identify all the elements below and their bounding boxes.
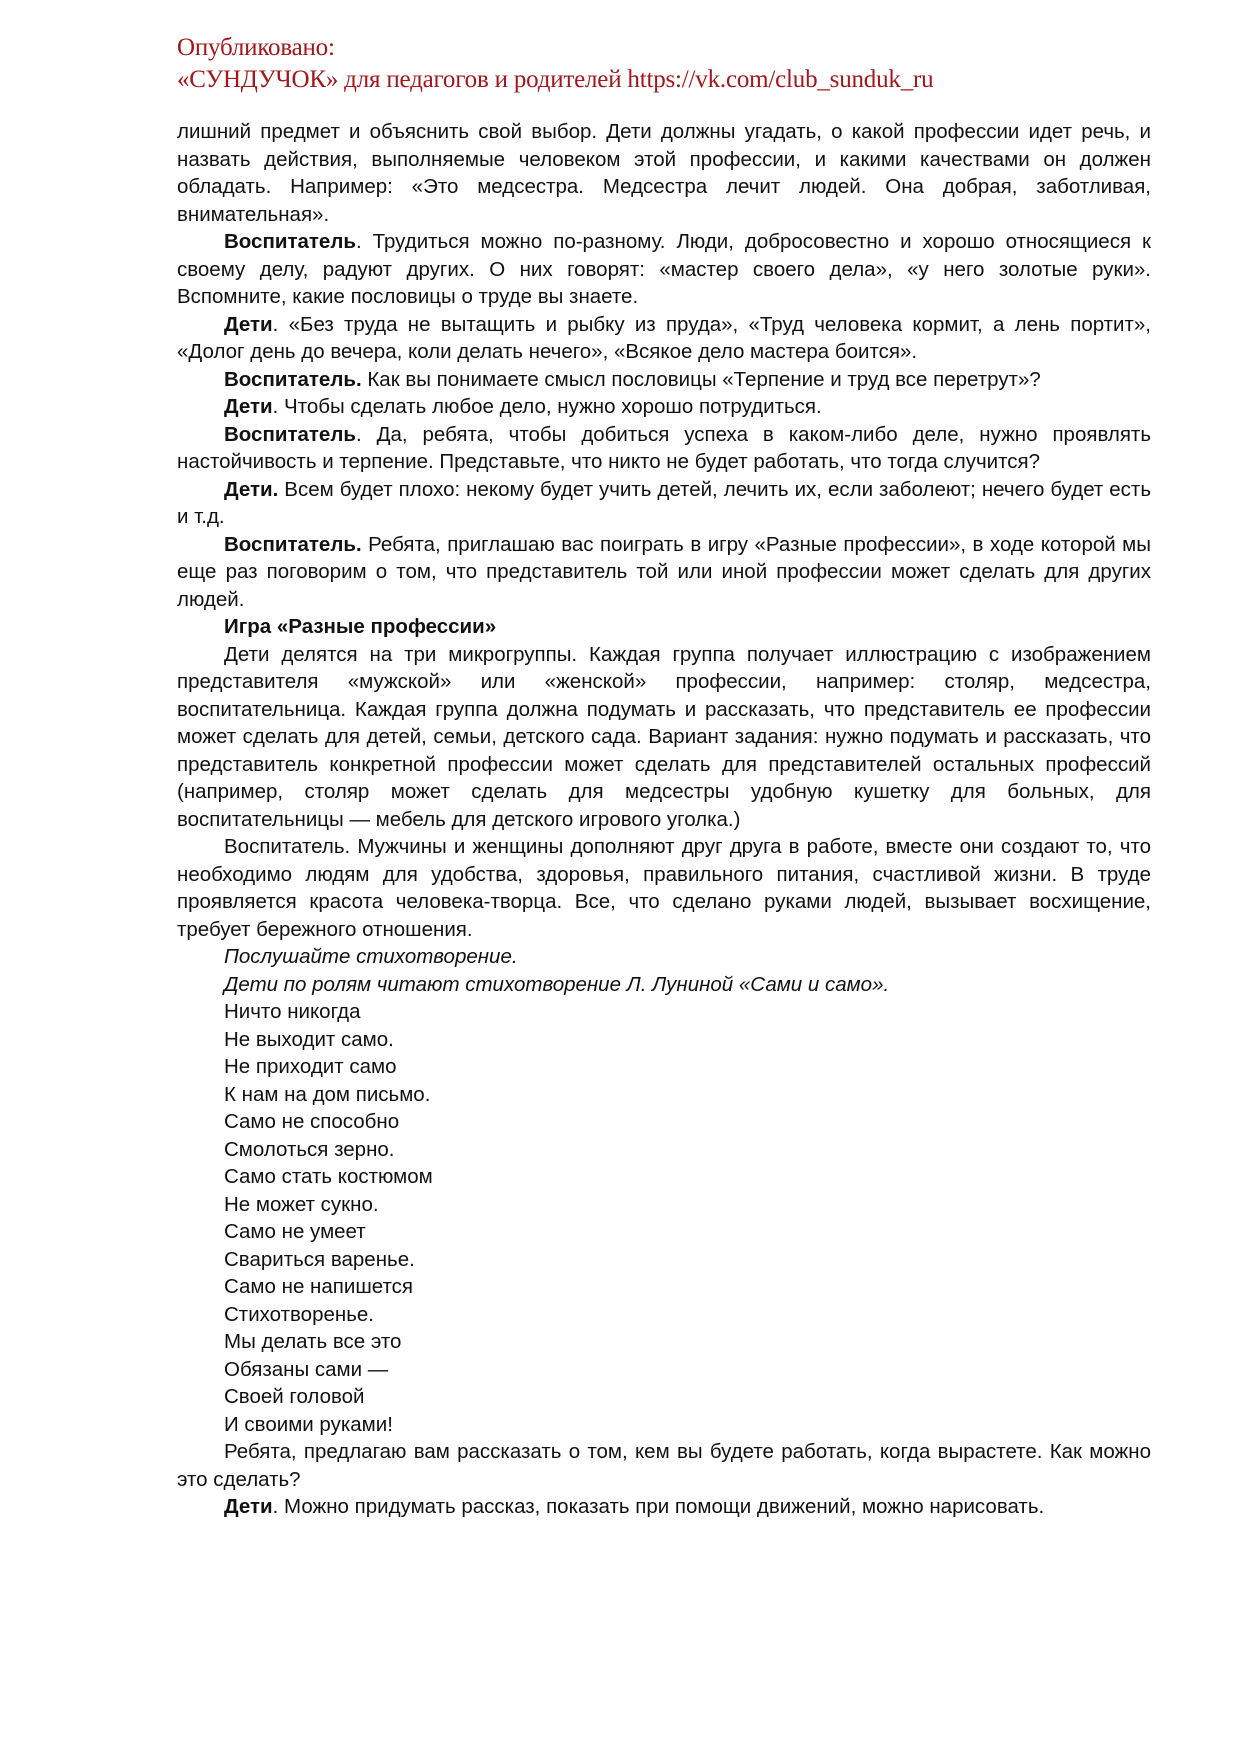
paragraph-dialogue: Дети. Всем будет плохо: некому будет учить детей, лечить их, если заболеют; нечего будет есть и т.д.: [177, 477, 1151, 528]
publisher-line: «СУНДУЧОК» для педагогов и родителей https://vk.com/club_sunduk_ru: [177, 66, 934, 93]
poem-line: Не может сукно.: [224, 1192, 379, 1216]
published-label: Опубликовано:: [177, 34, 335, 61]
speaker-label: Воспитатель.: [224, 532, 362, 556]
poem-line: Не приходит само: [224, 1055, 397, 1078]
paragraph-intro: лишний предмет и объяснить свой выбор. Дети должны угадать, о какой профессии идет речь, и назвать действия, выполняемые человеком этой профессии, и какими качествами он должен обладать. Например: «Это медсестра. Медсестра лечит людей. Она добрая, заботливая, внимательная».: [177, 120, 1151, 226]
speaker-label: Воспитатель.: [224, 367, 362, 391]
speaker-label: Дети: [224, 395, 273, 418]
speaker-label: Дети: [224, 312, 273, 336]
speaker-label: Воспитатель: [224, 230, 356, 253]
poem-line: Само не способно: [224, 1110, 400, 1133]
poem: [177, 998, 1151, 1438]
italic-instruction: Послушайте стихотворение.: [224, 945, 518, 968]
speaker-label: Дети: [224, 1495, 273, 1518]
poem-line: Мы делать все это: [224, 1330, 402, 1353]
speaker-label: Дети.: [224, 477, 279, 501]
paragraph-dialogue: Воспитатель. Как вы понимаете смысл пословицы «Терпение и труд все перетрут»?: [224, 367, 1041, 391]
paragraph-dialogue: Дети. Чтобы сделать любое дело, нужно хорошо потрудиться.: [224, 395, 822, 418]
poem-line: Ничто никогда: [224, 1000, 361, 1023]
poem-line: Не выходит само.: [224, 1027, 394, 1051]
paragraph-dialogue: Воспитатель. Трудиться можно по-разному. Люди, добросовестно и хорошо относящиеся к своему делу, радуют других. О них говорят: «мастер своего дела», «у него золотые руки». Вспомните, какие пословицы о труде вы знаете.: [177, 230, 1151, 308]
poem-line: И своими руками!: [224, 1412, 393, 1436]
poem-line: Своей головой: [224, 1385, 365, 1408]
game-description: Дети делятся на три микрогруппы. Каждая группа получает иллюстрацию с изображением представителя «мужской» или «женской» профессии, например: столяр, медсестра, воспитательница. Каждая группа должна подумать и рассказать, что представитель ее профессии может сделать для детей, семьи, детского сада. Вариант задания: нужно подумать и рассказать, что представитель конкретной профессии может сделать для представителей остальных профессий (например, столяр может сделать для медсестры удобную кушетку для больных, для воспитательницы — мебель для детского игрового уголка.): [177, 642, 1151, 831]
paragraph-dialogue: Воспитатель. Ребята, приглашаю вас поиграть в игру «Разные профессии», в ходе которой мы еще раз поговорим о том, что представитель той или иной профессии может сделать для других людей.: [177, 532, 1151, 611]
poem-line: Свариться варенье.: [224, 1247, 415, 1271]
poem-line: Само не умеет: [224, 1220, 366, 1243]
poem-line: Смолоться зерно.: [224, 1137, 395, 1161]
teacher-paragraph: Воспитатель. Мужчины и женщины дополняют друг друга в работе, вместе они создают то, что необходимо людям для удобства, здоровья, правильного питания, счастливой жизни. В труде проявляется красота человека-творца. Все, что сделано руками людей, вызывает восхищение, требует бережного отношения.: [177, 835, 1151, 941]
publication-header: [177, 32, 1137, 96]
italic-instruction: Дети по ролям читают стихотворение Л. Луниной «Сами и само».: [224, 972, 890, 996]
game-heading: Игра «Разные профессии»: [224, 615, 497, 638]
closing-answer: Дети. Можно придумать рассказ, показать при помощи движений, можно нарисовать.: [224, 1495, 1045, 1518]
poem-line: Стихотворенье.: [224, 1302, 374, 1326]
poem-line: Обязаны сами —: [224, 1357, 389, 1381]
speaker-label: Воспитатель: [224, 422, 356, 446]
document-body: [177, 118, 1151, 1521]
poem-line: Само не напишется: [224, 1275, 413, 1298]
closing-question: Ребята, предлагаю вам рассказать о том, кем вы будете работать, когда вырастете. Как можно это сделать?: [177, 1440, 1151, 1491]
paragraph-dialogue: Дети. «Без труда не вытащить и рыбку из пруда», «Труд человека кормит, а лень портит», «Долог день до вечера, коли делать нечего», «Всякое дело мастера боится».: [177, 312, 1151, 363]
poem-line: Само стать костюмом: [224, 1165, 433, 1188]
poem-line: К нам на дом письмо.: [224, 1082, 431, 1106]
paragraph-dialogue: Воспитатель. Да, ребята, чтобы добиться успеха в каком-либо деле, нужно проявлять настойчивость и терпение. Представьте, что никто не будет работать, что тогда случится?: [177, 422, 1151, 473]
